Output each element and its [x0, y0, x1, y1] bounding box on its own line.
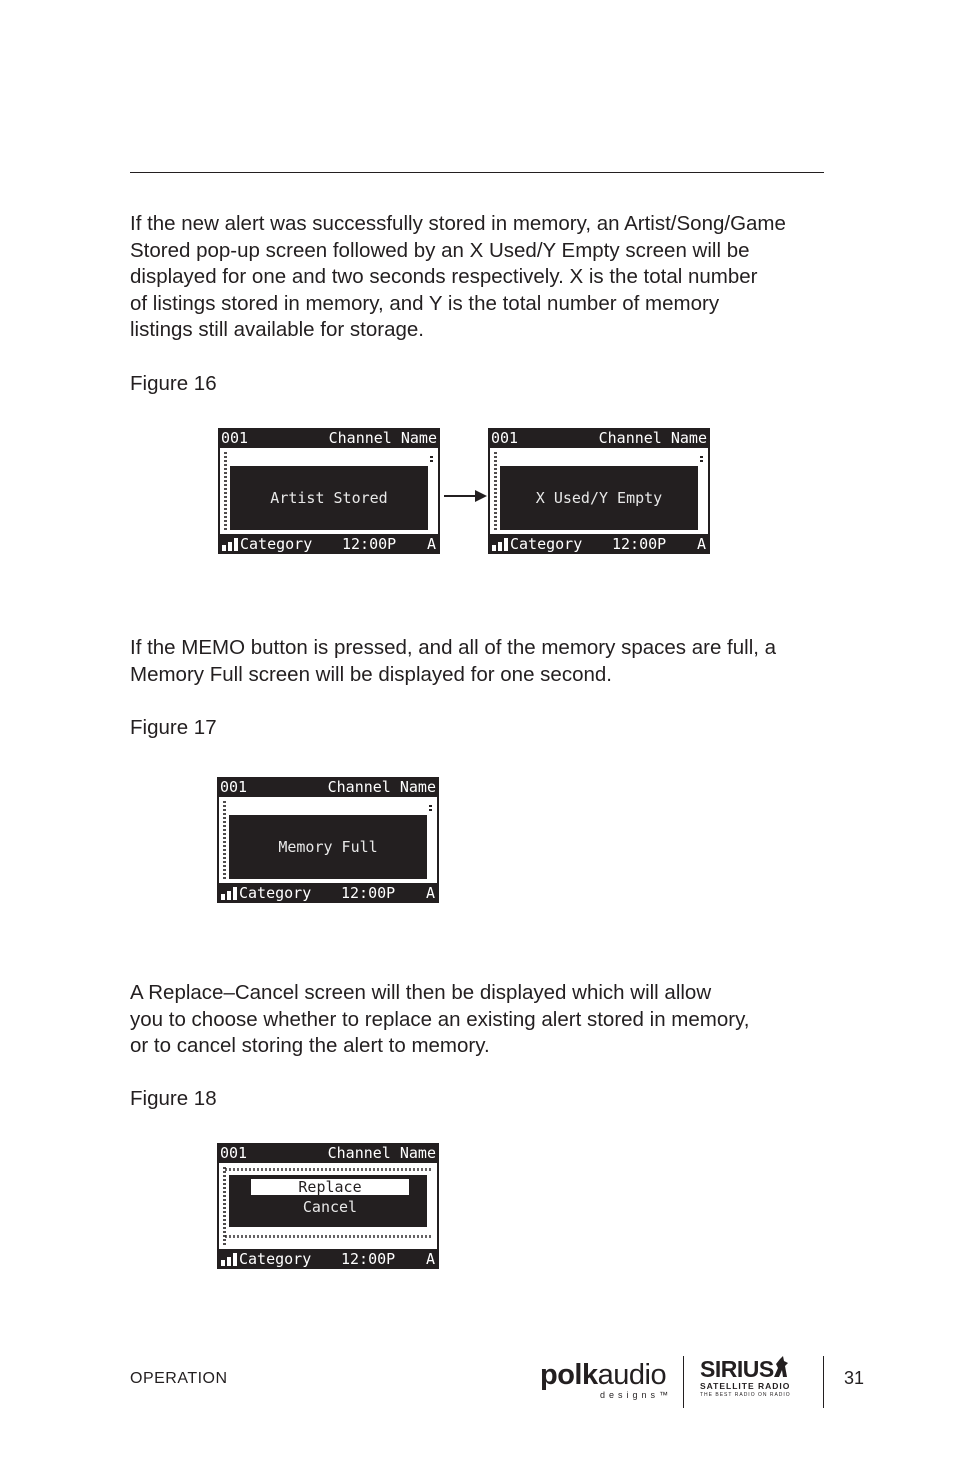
channel-number: 001 — [221, 429, 249, 447]
clock-time: 12:00P — [341, 884, 396, 902]
lcd-body — [490, 448, 708, 534]
signal-icon — [492, 538, 508, 551]
mode-indicator: A — [425, 884, 435, 902]
footer-divider — [823, 1356, 824, 1408]
arrow-right-icon — [443, 489, 487, 503]
lcd-top-bar — [217, 1143, 439, 1163]
lcd-top-bar — [217, 777, 439, 797]
lcd-bottom-bar — [217, 883, 439, 903]
text-line: Stored pop-up screen followed by an X Used/Y Empty screen will be — [130, 238, 750, 262]
lcd-body — [219, 797, 437, 883]
dot-pattern — [225, 1235, 431, 1238]
lcd-body — [219, 1163, 437, 1249]
replace-cancel-dialog — [229, 1175, 427, 1227]
figure-17-label: Figure 17 — [130, 716, 217, 739]
text-line: of listings stored in memory, and Y is the total number of memory — [130, 291, 720, 315]
category-label: Category — [239, 1250, 312, 1268]
popup-artist-stored: Artist Stored — [230, 466, 428, 530]
signal-icon — [222, 538, 238, 551]
clock-time: 12:00P — [341, 1250, 396, 1268]
logo-sirius-name: SIRIUS — [700, 1356, 774, 1382]
text-line: If the new alert was successfully stored in memory, an Artist/Song/Game — [130, 212, 786, 235]
dot-pattern — [223, 801, 226, 879]
lcd-artist-stored — [218, 428, 440, 554]
popup-memory-full: Memory Full — [229, 815, 427, 879]
logo-polk-bold: polk — [540, 1359, 598, 1391]
text-line: displayed for one and two seconds respectively. X is the total number — [130, 265, 758, 288]
channel-name: Channel Name — [327, 778, 436, 796]
lcd-memory-full — [217, 777, 439, 903]
category-label: Category — [240, 535, 313, 553]
paragraph-replace-cancel — [130, 980, 830, 1060]
figure-16-label: Figure 16 — [130, 372, 217, 395]
clock-time: 12:00P — [612, 535, 667, 553]
page-number: 31 — [844, 1368, 865, 1388]
clock-time: 12:00P — [342, 535, 397, 553]
logo-sirius-slogan: THE BEST RADIO ON RADIO — [700, 1392, 791, 1398]
text-line: Memory Full screen will be displayed for one second. — [130, 662, 612, 686]
text-line: If the MEMO button is pressed, and all of the memory spaces are full, a — [130, 636, 777, 659]
replace-option[interactable]: Replace — [251, 1179, 409, 1195]
figure-18-label: Figure 18 — [130, 1087, 217, 1110]
signal-icon — [221, 887, 237, 900]
channel-name: Channel Name — [327, 1144, 436, 1162]
lcd-bottom-bar — [488, 534, 710, 554]
paragraph-memory-full — [130, 635, 830, 688]
text-line: or to cancel storing the alert to memory. — [130, 1034, 490, 1057]
footer-divider — [683, 1356, 684, 1408]
mode-indicator: A — [425, 1250, 435, 1268]
lcd-used-empty — [488, 428, 710, 554]
sirius-logo — [700, 1356, 796, 1402]
logo-sirius-tag: SATELLITE RADIO — [700, 1381, 791, 1391]
lcd-top-bar — [218, 428, 440, 448]
dot-pattern — [700, 456, 703, 462]
category-label: Category — [510, 535, 583, 553]
channel-number: 001 — [491, 429, 519, 447]
popup-used-empty: X Used/Y Empty — [500, 466, 698, 530]
dot-pattern — [223, 1167, 226, 1245]
paragraph-alert-stored — [130, 211, 830, 344]
dog-icon — [772, 1356, 790, 1378]
polkaudio-logo — [540, 1358, 673, 1402]
mode-indicator: A — [426, 535, 436, 553]
category-label: Category — [239, 884, 312, 902]
footer-section-label: OPERATION — [130, 1370, 228, 1387]
signal-icon — [221, 1253, 237, 1266]
cancel-option[interactable]: Cancel — [302, 1198, 358, 1216]
mode-indicator: A — [696, 535, 706, 553]
channel-number: 001 — [220, 1144, 248, 1162]
channel-number: 001 — [220, 778, 248, 796]
lcd-bottom-bar — [217, 1249, 439, 1269]
lcd-replace-cancel — [217, 1143, 439, 1269]
dot-pattern — [494, 452, 497, 530]
channel-name: Channel Name — [598, 429, 707, 447]
dot-pattern — [430, 456, 433, 462]
lcd-top-bar — [488, 428, 710, 448]
lcd-bottom-bar — [218, 534, 440, 554]
dot-pattern — [225, 1168, 431, 1171]
text-line: you to choose whether to replace an existing alert stored in memory, — [130, 1007, 750, 1031]
channel-name: Channel Name — [328, 429, 437, 447]
text-line: listings still available for storage. — [130, 318, 424, 341]
dot-pattern — [224, 452, 227, 530]
dot-pattern — [429, 805, 432, 811]
header-rule — [130, 172, 824, 173]
lcd-body — [220, 448, 438, 534]
logo-polk-sub: designs™ — [600, 1390, 673, 1400]
logo-polk-light: audio — [597, 1359, 667, 1391]
text-line: A Replace–Cancel screen will then be displayed which will allow — [130, 981, 712, 1004]
